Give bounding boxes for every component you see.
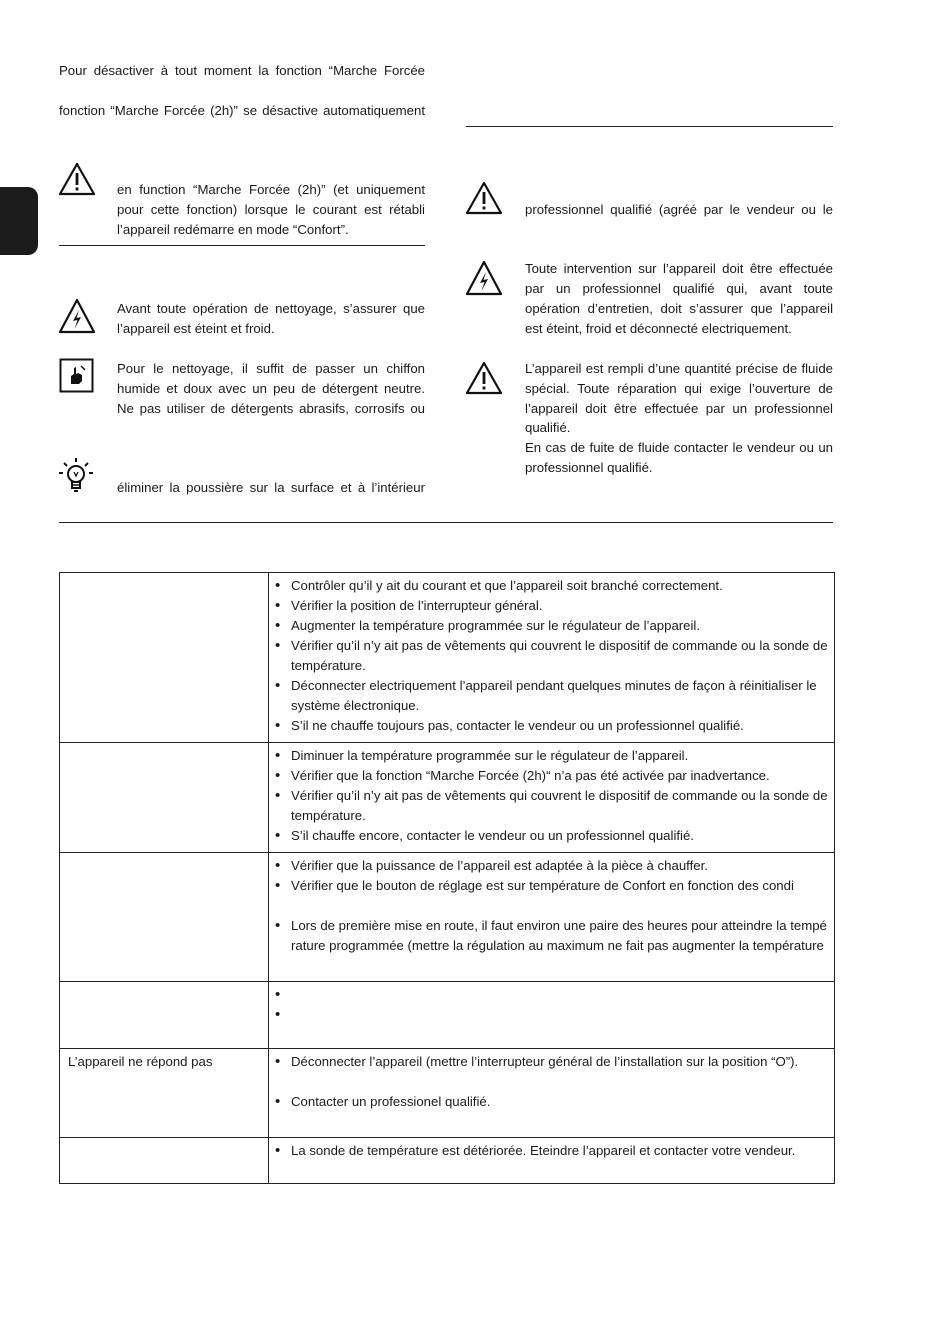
warning-3-line-3: l’appareil doit être effectuée par un professionnel	[525, 401, 833, 416]
table-row	[60, 853, 835, 982]
remedy-item: • La sonde de température est détériorée. Eteindre l’appareil et contacter votre vendeur.	[275, 1141, 828, 1161]
remedy-item: • Déconnecter l’appareil (mettre l’interrupteur général de l’installation sur la position “O”).	[275, 1052, 828, 1072]
problem-cell	[60, 1138, 269, 1184]
electric-1-line-2: l’appareil est éteint et froid.	[117, 321, 275, 336]
table-row	[60, 743, 835, 853]
remedy-item: • Augmenter la température programmée sur le régulateur de l’appareil.	[275, 616, 828, 636]
remedy-cell	[269, 743, 835, 853]
problem-cell	[60, 853, 269, 982]
remedy-cell	[269, 1049, 835, 1138]
table-row	[60, 1049, 835, 1138]
troubleshooting-table	[59, 572, 835, 1184]
remedy-item: • Vérifier que la puissance de l’appareil est adaptée à la pièce à chauffer.	[275, 856, 828, 876]
remedy-item: • S’il chauffe encore, contacter le vendeur ou un professionnel qualifié.	[275, 826, 828, 846]
warning-triangle-icon	[465, 181, 503, 215]
warning-1-line-2: pour cette fonction) lorsque le courant est rétabli	[117, 202, 425, 217]
problem-cell	[60, 982, 269, 1049]
remedy-item: • Vérifier que le bouton de réglage est sur température de Confort en fonction des condi	[275, 876, 828, 896]
remedy-item-continued: rature programmée (mettre la régulation au maximum ne fait pas augmenter la température	[291, 938, 824, 953]
remedy-cell	[269, 573, 835, 743]
electric-hazard-icon	[58, 298, 96, 334]
warning-1-line-3: l’appareil redémarre en mode “Confort”.	[117, 222, 349, 237]
electric-hazard-icon	[465, 260, 503, 296]
warning-2-line: professionnel qualifié (agréé par le vendeur ou le	[525, 202, 833, 217]
electric-2-line-1: Toute intervention sur l’appareil doit être effectuée	[525, 261, 833, 276]
warning-1-line-1: en function “Marche Forcée (2h)” (et uniquement	[117, 182, 425, 197]
remedy-item: • Diminuer la température programmée sur le régulateur de l’appareil.	[275, 746, 828, 766]
remedy-item: • Vérifier la position de l’interrupteur général.	[275, 596, 828, 616]
table-row	[60, 573, 835, 743]
table-row	[60, 1138, 835, 1184]
remedy-cell	[269, 853, 835, 982]
problem-cell	[60, 743, 269, 853]
section-tab-marker	[0, 187, 38, 255]
electric-1-line-1: Avant toute opération de nettoyage, s’assurer que	[117, 301, 425, 316]
tip-line: éliminer la poussière sur la surface et à l’intérieur	[117, 480, 425, 495]
cleaning-line-1: Pour le nettoyage, il suffit de passer un chiffon	[117, 361, 425, 376]
intro-line-1: Pour désactiver à tout moment la fonction “Marche Forcée	[59, 63, 425, 78]
remedy-item	[275, 985, 828, 1005]
warning-triangle-icon	[465, 361, 503, 395]
remedy-cell	[269, 1138, 835, 1184]
cleaning-hand-icon	[59, 358, 94, 393]
remedy-cell	[269, 982, 835, 1049]
remedy-item	[275, 1005, 828, 1025]
warning-3-line-2: spécial. Toute réparation qui exige l’ouverture de	[525, 381, 833, 396]
electric-2-line-2: par un professionnel qualifié qui, avant toute	[525, 281, 833, 296]
problem-cell: L’appareil ne répond pas	[60, 1049, 269, 1138]
remedy-item: • Contacter un professionel qualifié.	[275, 1092, 828, 1112]
divider	[466, 126, 833, 127]
intro-line-2: fonction “Marche Forcée (2h)” se désactive automatiquement	[59, 103, 425, 118]
table-row	[60, 982, 835, 1049]
lightbulb-icon	[57, 456, 95, 496]
electric-2-line-3: opération d’entretien, doit s’assurer que l’appareil	[525, 301, 833, 316]
warning-3-line-1: L’appareil est rempli d’une quantité précise de fluide	[525, 361, 833, 376]
divider	[59, 245, 425, 246]
electric-2-line-4: est éteint, froid et déconnecté electriquement.	[525, 321, 792, 336]
warning-3-line-4: qualifié.	[525, 420, 571, 435]
remedy-item: • Contrôler qu’il y ait du courant et que l’appareil soit branché correctement.	[275, 576, 828, 596]
remedy-item: • Vérifier qu’il n’y ait pas de vêtements qui couvrent le dispositif de commande ou la sonde de température.	[275, 786, 828, 826]
remedy-item: • Lors de première mise en route, il faut environ une paire des heures pour atteindre la tempé	[275, 916, 828, 936]
problem-cell	[60, 573, 269, 743]
cleaning-line-3: Ne pas utiliser de détergents abrasifs, corrosifs ou	[117, 401, 425, 416]
warning-triangle-icon	[58, 162, 96, 196]
warning-3-line-5: En cas de fuite de fluide contacter le vendeur ou un	[525, 440, 833, 455]
cleaning-line-2: humide et doux avec un peu de détergent neutre.	[117, 381, 425, 396]
remedy-item: • S’il ne chauffe toujours pas, contacter le vendeur ou un professionnel qualifié.	[275, 716, 828, 736]
warning-3-line-6: professionnel qualifié.	[525, 460, 653, 475]
remedy-item: • Vérifier qu’il n’y ait pas de vêtements qui couvrent le dispositif de commande ou la sonde de température.	[275, 636, 828, 676]
remedy-item: • Déconnecter electriquement l’appareil pendant quelques minutes de façon à réinitialiser le système électronique.	[275, 676, 828, 716]
divider	[59, 522, 833, 523]
remedy-item: • Vérifier que la fonction “Marche Forcée (2h)“ n’a pas été activée par inadvertance.	[275, 766, 828, 786]
